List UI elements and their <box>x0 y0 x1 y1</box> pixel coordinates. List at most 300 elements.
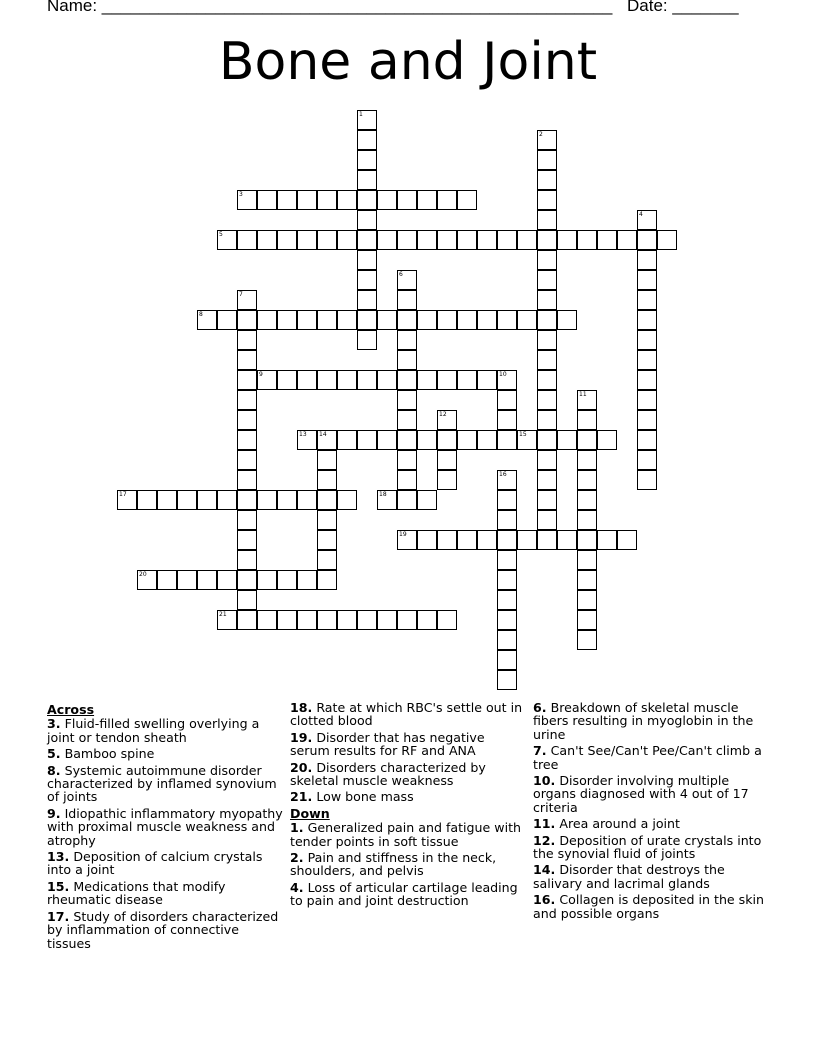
grid-cell[interactable] <box>217 310 237 330</box>
grid-cell[interactable] <box>237 510 257 530</box>
grid-cell[interactable] <box>537 330 557 350</box>
grid-cell[interactable] <box>237 570 257 590</box>
grid-cell[interactable] <box>257 370 277 390</box>
clue-item <box>533 817 771 830</box>
grid-cell[interactable] <box>317 530 337 550</box>
grid-cell[interactable] <box>237 370 257 390</box>
grid-cell[interactable] <box>297 570 317 590</box>
grid-cell[interactable] <box>237 330 257 350</box>
grid-cell[interactable] <box>457 430 477 450</box>
grid-cell[interactable] <box>577 450 597 470</box>
grid-cell[interactable] <box>617 530 637 550</box>
grid-cell[interactable] <box>157 490 177 510</box>
grid-cell[interactable] <box>357 270 377 290</box>
clue-text: Can't See/Can't Pee/Can't climb a tree <box>533 743 762 772</box>
grid-cell[interactable] <box>537 370 557 390</box>
grid-cell[interactable] <box>157 570 177 590</box>
grid-cell[interactable] <box>537 170 557 190</box>
clue-text: Rate at which RBC's settle out in clotted blood <box>290 700 523 729</box>
grid-cell[interactable] <box>237 230 257 250</box>
grid-cell[interactable] <box>237 410 257 430</box>
clue-text: Breakdown of skeletal muscle fibers resulting in myoglobin in the urine <box>533 700 754 742</box>
grid-cell[interactable] <box>497 570 517 590</box>
grid-cell[interactable] <box>577 550 597 570</box>
clue-number-label: 18. <box>290 700 313 715</box>
clue-number-label: 9. <box>47 805 61 821</box>
grid-cell[interactable] <box>357 610 377 630</box>
clue-item <box>533 893 771 920</box>
grid-cell[interactable] <box>257 570 277 590</box>
date-field-label[interactable]: Date: _______ <box>627 0 739 15</box>
clue-number-label: 6. <box>533 700 547 715</box>
clue-number: 2 <box>539 131 543 138</box>
grid-cell[interactable] <box>497 410 517 430</box>
grid-cell[interactable] <box>257 610 277 630</box>
clue-item <box>47 910 285 950</box>
grid-cell[interactable] <box>237 390 257 410</box>
grid-cell[interactable] <box>317 450 337 470</box>
grid-cell[interactable] <box>337 230 357 250</box>
grid-cell[interactable] <box>537 490 557 510</box>
grid-cell[interactable] <box>357 290 377 310</box>
clue-number-label: 12. <box>533 832 556 848</box>
clue-number-label: 13. <box>47 849 70 865</box>
clue-text: Deposition of calcium crystals into a joint <box>47 849 263 878</box>
grid-cell[interactable] <box>597 430 617 450</box>
grid-cell[interactable] <box>177 570 197 590</box>
grid-cell[interactable] <box>437 470 457 490</box>
grid-cell[interactable] <box>177 490 197 510</box>
grid-cell[interactable] <box>277 190 297 210</box>
clue-text: Medications that modify rheumatic disease <box>47 878 226 908</box>
grid-cell[interactable] <box>477 430 497 450</box>
grid-cell[interactable] <box>397 390 417 410</box>
grid-cell[interactable] <box>357 430 377 450</box>
grid-cell[interactable] <box>457 310 477 330</box>
grid-cell[interactable] <box>337 610 357 630</box>
grid-cell[interactable] <box>657 230 677 250</box>
grid-cell[interactable] <box>317 430 337 450</box>
clue-number: 19 <box>399 531 407 538</box>
grid-cell[interactable] <box>357 310 377 330</box>
grid-cell[interactable] <box>437 370 457 390</box>
clue-number: 7 <box>239 291 243 298</box>
grid-cell[interactable] <box>237 190 257 210</box>
grid-cell[interactable] <box>617 230 637 250</box>
grid-cell[interactable] <box>257 490 277 510</box>
grid-cell[interactable] <box>397 410 417 430</box>
grid-cell[interactable] <box>377 190 397 210</box>
grid-cell[interactable] <box>137 490 157 510</box>
clue-column-2 <box>290 701 528 911</box>
grid-cell[interactable] <box>497 490 517 510</box>
grid-cell[interactable] <box>537 130 557 150</box>
grid-cell[interactable] <box>317 190 337 210</box>
grid-cell[interactable] <box>317 370 337 390</box>
grid-cell[interactable] <box>237 310 257 330</box>
grid-cell[interactable] <box>537 350 557 370</box>
clue-item <box>533 774 771 814</box>
grid-cell[interactable] <box>317 470 337 490</box>
clue-item <box>290 881 528 908</box>
grid-cell[interactable] <box>357 370 377 390</box>
grid-cell[interactable] <box>537 530 557 550</box>
grid-cell[interactable] <box>357 330 377 350</box>
grid-cell[interactable] <box>537 290 557 310</box>
section-heading-across: Across <box>47 702 95 717</box>
grid-cell[interactable] <box>237 550 257 570</box>
clue-number-label: 21. <box>290 789 313 805</box>
grid-cell[interactable] <box>497 530 517 550</box>
grid-cell[interactable] <box>477 230 497 250</box>
clue-item <box>290 851 528 878</box>
grid-cell[interactable] <box>637 410 657 430</box>
grid-cell[interactable] <box>457 190 477 210</box>
grid-cell[interactable] <box>357 250 377 270</box>
clue-item <box>533 834 771 861</box>
grid-cell[interactable] <box>637 390 657 410</box>
grid-cell[interactable] <box>577 510 597 530</box>
grid-cell[interactable] <box>277 570 297 590</box>
grid-cell[interactable] <box>297 370 317 390</box>
grid-cell[interactable] <box>517 530 537 550</box>
clue-column-1 <box>47 701 285 953</box>
grid-cell[interactable] <box>397 430 417 450</box>
grid-cell[interactable] <box>217 570 237 590</box>
grid-cell[interactable] <box>237 450 257 470</box>
clue-text: Generalized pain and fatigue with tender points in soft tissue <box>290 820 521 849</box>
clue-text: Area around a joint <box>559 816 680 832</box>
grid-cell[interactable] <box>357 150 377 170</box>
grid-cell[interactable] <box>577 630 597 650</box>
clue-item <box>290 790 528 803</box>
grid-cell[interactable] <box>517 430 537 450</box>
clue-number: 21 <box>219 611 227 618</box>
grid-cell[interactable] <box>337 490 357 510</box>
grid-cell[interactable] <box>437 430 457 450</box>
grid-cell[interactable] <box>277 610 297 630</box>
clue-item <box>47 850 285 877</box>
grid-cell[interactable] <box>237 530 257 550</box>
clue-number-label: 19. <box>290 729 313 745</box>
grid-cell[interactable] <box>417 490 437 510</box>
grid-cell[interactable] <box>637 370 657 390</box>
grid-cell[interactable] <box>437 450 457 470</box>
grid-cell[interactable] <box>497 610 517 630</box>
clue-text: Deposition of urate crystals into the synovial fluid of joints <box>533 832 762 862</box>
grid-cell[interactable] <box>337 310 357 330</box>
grid-cell[interactable] <box>397 530 417 550</box>
grid-cell[interactable] <box>437 230 457 250</box>
clue-text: Fluid-filled swelling overlying a joint or tendon sheath <box>47 716 260 745</box>
grid-cell[interactable] <box>357 230 377 250</box>
grid-cell[interactable] <box>297 610 317 630</box>
grid-cell[interactable] <box>357 210 377 230</box>
clue-item <box>47 747 285 760</box>
grid-cell[interactable] <box>497 390 517 410</box>
clue-text: Systemic autoimmune disorder characterized by inflamed synovium of joints <box>47 762 277 805</box>
grid-cell[interactable] <box>537 190 557 210</box>
grid-cell[interactable] <box>237 430 257 450</box>
clue-number: 10 <box>499 371 507 378</box>
clue-text: Low bone mass <box>316 789 414 805</box>
grid-cell[interactable] <box>577 230 597 250</box>
clue-number: 20 <box>139 571 147 578</box>
clue-number-label: 10. <box>533 773 556 789</box>
clue-item <box>47 880 285 907</box>
grid-cell[interactable] <box>537 410 557 430</box>
grid-cell[interactable] <box>397 290 417 310</box>
grid-cell[interactable] <box>317 510 337 530</box>
grid-cell[interactable] <box>337 430 357 450</box>
grid-cell[interactable] <box>397 610 417 630</box>
clue-number-label: 20. <box>290 759 313 775</box>
clue-item <box>533 744 771 771</box>
grid-cell[interactable] <box>517 310 537 330</box>
clue-item <box>290 761 528 788</box>
grid-cell[interactable] <box>217 610 237 630</box>
grid-cell[interactable] <box>497 550 517 570</box>
grid-cell[interactable] <box>217 490 237 510</box>
clue-text: Loss of articular cartilage leading to pain and joint destruction <box>290 879 518 909</box>
grid-cell[interactable] <box>637 250 657 270</box>
grid-cell[interactable] <box>597 230 617 250</box>
grid-cell[interactable] <box>557 310 577 330</box>
clue-number: 11 <box>579 391 587 398</box>
clue-number: 12 <box>439 411 447 418</box>
grid-cell[interactable] <box>317 570 337 590</box>
clue-number-label: 16. <box>533 892 556 908</box>
grid-cell[interactable] <box>357 110 377 130</box>
grid-cell[interactable] <box>537 510 557 530</box>
grid-cell[interactable] <box>537 250 557 270</box>
grid-cell[interactable] <box>577 410 597 430</box>
clue-number-label: 4. <box>290 879 304 895</box>
grid-cell[interactable] <box>377 430 397 450</box>
grid-cell[interactable] <box>437 610 457 630</box>
clue-item <box>47 764 285 804</box>
grid-cell[interactable] <box>257 190 277 210</box>
grid-cell[interactable] <box>237 590 257 610</box>
grid-cell[interactable] <box>417 190 437 210</box>
clue-number: 13 <box>299 431 307 438</box>
clue-number: 8 <box>199 311 203 318</box>
grid-cell[interactable] <box>297 310 317 330</box>
grid-cell[interactable] <box>137 570 157 590</box>
grid-cell[interactable] <box>297 190 317 210</box>
grid-cell[interactable] <box>417 430 437 450</box>
grid-cell[interactable] <box>577 490 597 510</box>
clue-text: Study of disorders characterized by inflammation of connective tissues <box>47 908 279 951</box>
grid-cell[interactable] <box>397 310 417 330</box>
grid-cell[interactable] <box>557 230 577 250</box>
grid-cell[interactable] <box>637 450 657 470</box>
grid-cell[interactable] <box>577 470 597 490</box>
grid-cell[interactable] <box>457 530 477 550</box>
grid-cell[interactable] <box>537 310 557 330</box>
clue-number-label: 3. <box>47 716 61 732</box>
grid-cell[interactable] <box>197 570 217 590</box>
grid-cell[interactable] <box>577 390 597 410</box>
grid-cell[interactable] <box>237 350 257 370</box>
clue-text: Disorders characterized by skeletal muscle weakness <box>290 759 486 789</box>
section-heading-down: Down <box>290 805 330 821</box>
grid-cell[interactable] <box>397 450 417 470</box>
grid-cell[interactable] <box>237 610 257 630</box>
grid-cell[interactable] <box>317 310 337 330</box>
grid-cell[interactable] <box>457 370 477 390</box>
grid-cell[interactable] <box>517 230 537 250</box>
grid-cell[interactable] <box>577 430 597 450</box>
grid-cell[interactable] <box>637 330 657 350</box>
grid-cell[interactable] <box>637 290 657 310</box>
grid-cell[interactable] <box>397 270 417 290</box>
clue-item <box>47 807 285 847</box>
clue-number: 18 <box>379 491 387 498</box>
grid-cell[interactable] <box>377 230 397 250</box>
clue-item <box>290 701 528 728</box>
grid-cell[interactable] <box>637 430 657 450</box>
grid-cell[interactable] <box>257 230 277 250</box>
grid-cell[interactable] <box>337 190 357 210</box>
grid-cell[interactable] <box>497 470 517 490</box>
grid-cell[interactable] <box>577 590 597 610</box>
clue-item <box>533 701 771 741</box>
clue-number-label: 2. <box>290 850 304 866</box>
clue-text: Disorder involving multiple organs diagnosed with 4 out of 17 criteria <box>533 773 749 815</box>
grid-cell[interactable] <box>577 570 597 590</box>
grid-cell[interactable] <box>637 470 657 490</box>
grid-cell[interactable] <box>317 230 337 250</box>
grid-cell[interactable] <box>537 450 557 470</box>
grid-cell[interactable] <box>537 430 557 450</box>
grid-cell[interactable] <box>297 430 317 450</box>
grid-cell[interactable] <box>357 190 377 210</box>
grid-cell[interactable] <box>637 350 657 370</box>
grid-cell[interactable] <box>497 510 517 530</box>
grid-cell[interactable] <box>277 370 297 390</box>
grid-cell[interactable] <box>337 370 357 390</box>
clue-number-label: 11. <box>533 816 556 832</box>
clue-item <box>290 821 528 848</box>
grid-cell[interactable] <box>257 310 277 330</box>
grid-cell[interactable] <box>477 530 497 550</box>
clue-item <box>533 863 771 890</box>
grid-cell[interactable] <box>557 530 577 550</box>
grid-cell[interactable] <box>577 530 597 550</box>
grid-cell[interactable] <box>537 210 557 230</box>
grid-cell[interactable] <box>397 370 417 390</box>
grid-cell[interactable] <box>377 610 397 630</box>
grid-cell[interactable] <box>497 230 517 250</box>
grid-cell[interactable] <box>417 610 437 630</box>
grid-cell[interactable] <box>497 430 517 450</box>
grid-cell[interactable] <box>537 150 557 170</box>
grid-cell[interactable] <box>437 530 457 550</box>
grid-cell[interactable] <box>357 170 377 190</box>
grid-cell[interactable] <box>197 310 217 330</box>
grid-cell[interactable] <box>357 130 377 150</box>
clue-number: 17 <box>119 491 127 498</box>
grid-cell[interactable] <box>557 430 577 450</box>
clue-number: 1 <box>359 111 363 118</box>
grid-cell[interactable] <box>217 230 237 250</box>
grid-cell[interactable] <box>637 210 657 230</box>
grid-cell[interactable] <box>277 230 297 250</box>
grid-cell[interactable] <box>317 610 337 630</box>
grid-cell[interactable] <box>397 330 417 350</box>
grid-cell[interactable] <box>237 490 257 510</box>
grid-cell[interactable] <box>237 290 257 310</box>
grid-cell[interactable] <box>497 650 517 670</box>
grid-cell[interactable] <box>397 490 417 510</box>
clue-text: Pain and stiffness in the neck, shoulders, and pelvis <box>290 850 497 879</box>
grid-cell[interactable] <box>237 470 257 490</box>
clue-number-label: 1. <box>290 820 304 836</box>
grid-cell[interactable] <box>597 530 617 550</box>
grid-cell[interactable] <box>477 310 497 330</box>
grid-cell[interactable] <box>437 190 457 210</box>
grid-cell[interactable] <box>277 490 297 510</box>
grid-cell[interactable] <box>477 370 497 390</box>
grid-cell[interactable] <box>577 610 597 630</box>
grid-cell[interactable] <box>417 530 437 550</box>
grid-cell[interactable] <box>377 490 397 510</box>
grid-cell[interactable] <box>537 230 557 250</box>
grid-cell[interactable] <box>457 230 477 250</box>
clue-number: 6 <box>399 271 403 278</box>
grid-cell[interactable] <box>297 490 317 510</box>
clue-number: 4 <box>639 211 643 218</box>
grid-cell[interactable] <box>417 370 437 390</box>
grid-cell[interactable] <box>417 310 437 330</box>
grid-cell[interactable] <box>297 230 317 250</box>
grid-cell[interactable] <box>377 370 397 390</box>
grid-cell[interactable] <box>497 590 517 610</box>
grid-cell[interactable] <box>497 310 517 330</box>
grid-cell[interactable] <box>417 230 437 250</box>
grid-cell[interactable] <box>117 490 137 510</box>
grid-cell[interactable] <box>317 550 337 570</box>
grid-cell[interactable] <box>637 230 657 250</box>
grid-cell[interactable] <box>277 310 297 330</box>
clue-text: Disorder that has negative serum results for RF and ANA <box>290 729 485 759</box>
grid-cell[interactable] <box>437 410 457 430</box>
grid-cell[interactable] <box>197 490 217 510</box>
clue-text: Disorder that destroys the salivary and lacrimal glands <box>533 862 725 891</box>
grid-cell[interactable] <box>437 310 457 330</box>
name-field-label[interactable]: Name: ______________________________________________________ <box>47 0 613 15</box>
grid-cell[interactable] <box>397 470 417 490</box>
grid-cell[interactable] <box>397 350 417 370</box>
grid-cell[interactable] <box>537 270 557 290</box>
grid-cell[interactable] <box>397 190 417 210</box>
grid-cell[interactable] <box>537 390 557 410</box>
grid-cell[interactable] <box>497 670 517 690</box>
grid-cell[interactable] <box>637 310 657 330</box>
grid-cell[interactable] <box>317 490 337 510</box>
grid-cell[interactable] <box>537 470 557 490</box>
grid-cell[interactable] <box>637 270 657 290</box>
grid-cell[interactable] <box>377 310 397 330</box>
clue-column-3 <box>533 701 771 923</box>
grid-cell[interactable] <box>497 370 517 390</box>
clue-number-label: 5. <box>47 746 61 762</box>
grid-cell[interactable] <box>497 630 517 650</box>
clue-item <box>47 717 285 744</box>
grid-cell[interactable] <box>397 230 417 250</box>
clue-number: 14 <box>319 431 327 438</box>
